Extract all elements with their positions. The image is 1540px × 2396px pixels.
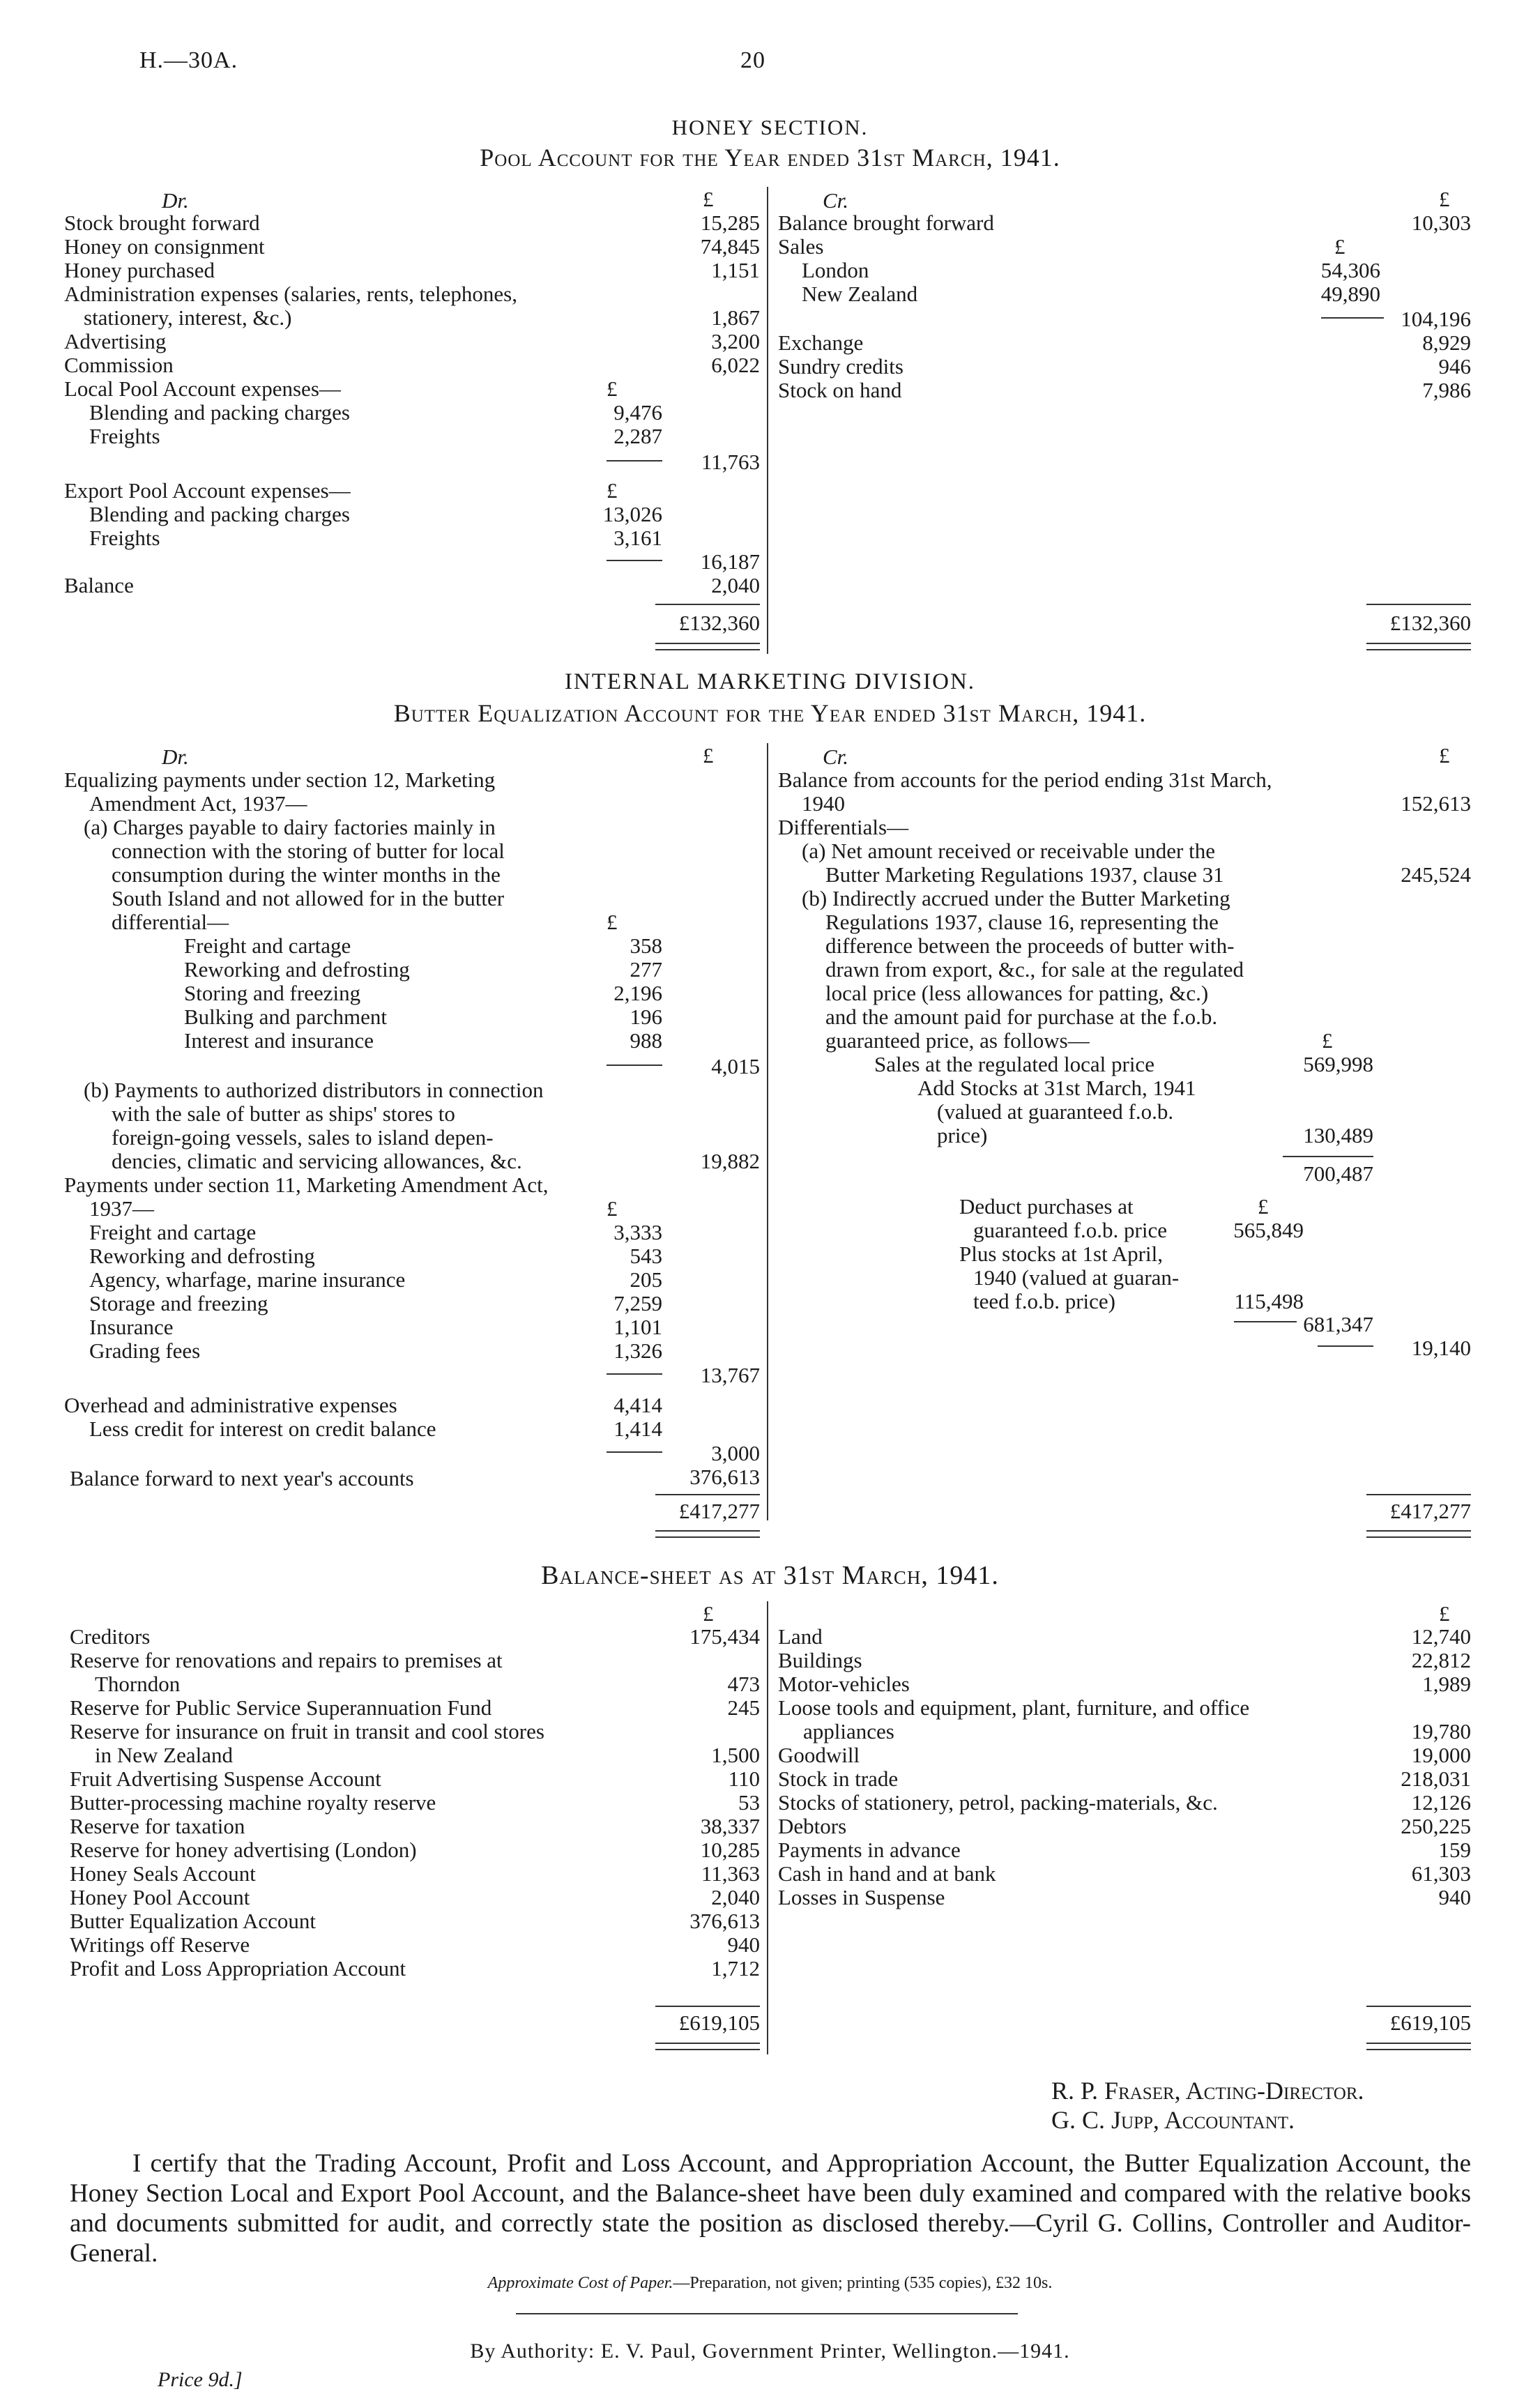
pound-symbol: £ — [607, 910, 618, 934]
asset-label: Cash in hand and at bank — [778, 1861, 996, 1886]
liability-label: Reserve for Public Service Superannuation Fund — [70, 1695, 492, 1720]
honey-dr-local-title: Local Pool Account expenses— — [64, 376, 341, 401]
butter-dr-a-total: 4,015 — [711, 1054, 760, 1078]
honey-cr-balance-forward: Balance brought forward — [778, 211, 994, 235]
butter-dr-interest-val: 988 — [630, 1028, 662, 1053]
butter-dr-a-line3: consumption during the winter months in the — [112, 862, 501, 887]
liability-label-cont: Thorndon — [95, 1672, 181, 1696]
butter-cr-sum-val: 700,487 — [1303, 1161, 1373, 1186]
butter-cr-b-line5: local price (less allowances for patting, &c.) — [825, 981, 1209, 1005]
butter-dr-b-line4: dencies, climatic and servicing allowances, &c. — [112, 1149, 522, 1173]
liability-value: 10,285 — [700, 1838, 760, 1862]
liability-label: Butter-processing machine royalty reserve — [70, 1790, 436, 1815]
pound-symbol: £ — [703, 187, 714, 211]
butter-cr-add-line1: Add Stocks at 31st March, 1941 — [917, 1076, 1196, 1100]
asset-value: 218,031 — [1401, 1767, 1471, 1791]
liability-label: Honey Seals Account — [70, 1861, 256, 1886]
butter-dr-a-line1: (a) Charges payable to dairy factories mainly in — [84, 815, 496, 839]
pound-symbol: £ — [1334, 234, 1345, 259]
butter-division-title: INTERNAL MARKETING DIVISION. — [564, 669, 976, 694]
honey-account-title: Pool Account for the Year ended 31st March, 1941. — [480, 144, 1060, 171]
honey-dr-local-freight-val: 2,287 — [613, 424, 662, 448]
butter-cr-bal-line2: 1940 — [802, 791, 845, 816]
butter-cr-b-val: 19,140 — [1411, 1336, 1471, 1360]
cost-label: Approximate Cost of Paper. — [487, 2274, 673, 2292]
liability-label: Profit and Loss Appropriation Account — [70, 1956, 406, 1981]
signature-director — [1051, 2076, 1364, 2105]
butter-dr-s-rework-val: 543 — [630, 1244, 662, 1268]
butter-cr-a-val: 245,524 — [1401, 862, 1471, 887]
liability-label: Reserve for honey advertising (London) — [70, 1838, 417, 1862]
pound-symbol: £ — [1439, 187, 1450, 211]
butter-dr-eq-line1: Equalizing payments under section 12, Marketing — [64, 768, 496, 792]
asset-value: 19,780 — [1411, 1719, 1471, 1743]
butter-cr-a-line1: (a) Net amount received or receivable under the — [802, 839, 1215, 863]
liability-label: Butter Equalization Account — [70, 1909, 316, 1933]
audit-certificate: I certify that the Trading Account, Profit and Loss Account, and Appropriation Account, the Butter Equalization Account, the Honey Section Local and Export Pool Account, and the Balance-sheet have been duly examined and compared with the relative books and documents submitted for audit, and correctly state the position as disclosed thereby.—Cyril G. Collins, Controller and Auditor-General. — [70, 2149, 1471, 2268]
rule — [655, 2006, 760, 2007]
butter-cr-b-line6: and the amount paid for purchase at the f.o.b. — [825, 1005, 1218, 1029]
honey-cr-label: Cr. — [823, 188, 849, 213]
butter-dr-s-total: 13,767 — [700, 1363, 760, 1387]
asset-value: 19,000 — [1411, 1743, 1471, 1767]
honey-dr-stock-forward-val: 15,285 — [700, 211, 760, 235]
butter-cr-add-line2: (valued at guaranteed f.o.b. — [937, 1099, 1174, 1124]
asset-label: Land — [778, 1624, 823, 1649]
butter-dr-freight: Freight and cartage — [184, 933, 351, 958]
honey-dr-label: Dr. — [162, 188, 189, 213]
honey-dr-commission: Commission — [64, 353, 174, 377]
honey-cr-balance-forward-val: 10,303 — [1411, 211, 1471, 235]
butter-dr-a-line5: differential— — [112, 910, 229, 934]
honey-dr-export-blend: Blending and packing charges — [89, 502, 350, 526]
liability-value: 1,712 — [711, 1956, 760, 1981]
rule — [1366, 604, 1471, 605]
honey-dr-purchased-val: 1,151 — [711, 258, 760, 282]
honey-cr-nz: New Zealand — [802, 282, 918, 306]
butter-dr-s-freight: Freight and cartage — [89, 1220, 257, 1244]
butter-cr-b-line4: drawn from export, &c., for sale at the regulated — [825, 957, 1244, 982]
liability-value: 53 — [738, 1790, 760, 1815]
butter-dr-s-grading: Grading fees — [89, 1338, 201, 1363]
honey-section-title: HONEY SECTION. — [671, 115, 869, 139]
signature-accountant-text: G. C. Jupp, Accountant. — [1051, 2106, 1295, 2134]
butter-dr-s-storage-val: 7,259 — [613, 1291, 662, 1315]
pound-symbol: £ — [1322, 1028, 1333, 1053]
butter-dr-interest: Interest and insurance — [184, 1028, 374, 1053]
liability-value: 38,337 — [700, 1814, 760, 1838]
butter-cr-b-line7: guaranteed price, as follows— — [825, 1028, 1090, 1053]
liability-value: 110 — [728, 1767, 760, 1791]
balance-sheet-title: Balance-sheet as at 31st March, 1941. — [541, 1561, 999, 1590]
rule — [655, 604, 760, 605]
butter-cr-b-line2: Regulations 1937, clause 16, representing the — [825, 910, 1219, 934]
butter-cr-b-line3: difference between the proceeds of butter with- — [825, 933, 1235, 958]
liability-value: 1,500 — [711, 1743, 760, 1767]
rule — [655, 1494, 760, 1495]
asset-label: Debtors — [778, 1814, 847, 1838]
butter-dr-overhead-total: 3,000 — [711, 1441, 760, 1465]
asset-value: 12,740 — [1411, 1624, 1471, 1649]
liability-label: Reserve for taxation — [70, 1814, 245, 1838]
liability-label: Creditors — [70, 1624, 151, 1649]
butter-dr-s-insurance-val: 1,101 — [613, 1315, 662, 1339]
butter-cr-ded-line5: teed f.o.b. price) — [973, 1289, 1115, 1313]
column-divider — [767, 1601, 768, 2054]
honey-dr-balance-val: 2,040 — [711, 573, 760, 597]
double-rule — [1366, 1530, 1471, 1538]
butter-cr-label: Cr. — [823, 745, 849, 769]
asset-label-cont: appliances — [803, 1719, 894, 1743]
butter-dr-s-rework: Reworking and defrosting — [89, 1244, 315, 1268]
signature-director-text: R. P. Fraser, Acting-Director. — [1051, 2077, 1364, 2105]
honey-cr-exchange: Exchange — [778, 330, 864, 355]
butter-dr-a-line2: connection with the storing of butter for local — [112, 839, 505, 863]
cost-of-paper — [0, 2274, 1540, 2293]
asset-label: Stocks of stationery, petrol, packing-materials, &c. — [778, 1790, 1218, 1815]
liability-label: Writings off Reserve — [70, 1932, 250, 1957]
honey-dr-export-freight: Freights — [89, 526, 160, 550]
page-number: 20 — [740, 47, 765, 73]
asset-value: 1,989 — [1422, 1672, 1471, 1696]
honey-dr-advertising: Advertising — [64, 329, 167, 353]
pound-symbol: £ — [607, 1196, 618, 1221]
butter-dr-s-storage: Storage and freezing — [89, 1291, 268, 1315]
butter-cr-bal-line1: Balance from accounts for the period ending 31st March, — [778, 768, 1272, 792]
butter-cr-add-line3: price) — [937, 1123, 988, 1147]
butter-dr-less-credit-val: 1,414 — [613, 1417, 662, 1441]
liability-value: 2,040 — [711, 1885, 760, 1909]
asset-label: Stock in trade — [778, 1767, 899, 1791]
butter-cr-ded-line4: 1940 (valued at guaran- — [973, 1265, 1180, 1290]
column-divider — [767, 187, 768, 654]
liability-value: 473 — [727, 1672, 760, 1696]
asset-value: 159 — [1438, 1838, 1471, 1862]
honey-cr-exchange-val: 8,929 — [1422, 330, 1471, 355]
honey-dr-local-freight: Freights — [89, 424, 160, 448]
butter-cr-add-val: 130,489 — [1303, 1123, 1373, 1147]
honey-dr-local-blend: Blending and packing charges — [89, 400, 350, 425]
butter-dr-s-agency-val: 205 — [630, 1267, 662, 1292]
honey-dr-export-total: 16,187 — [700, 549, 760, 574]
honey-cr-total: £132,360 — [1389, 611, 1471, 635]
butter-cr-a-line2: Butter Marketing Regulations 1937, clause 31 — [825, 862, 1224, 887]
butter-dr-rework-val: 277 — [630, 957, 662, 982]
butter-dr-storing-val: 2,196 — [613, 981, 662, 1005]
cost-text: —Preparation, not given; printing (535 copies), £32 10s. — [673, 2274, 1053, 2292]
printer-authority: By Authority: E. V. Paul, Government Printer, Wellington.—1941. — [470, 2340, 1070, 2363]
liability-value: 11,363 — [701, 1861, 760, 1886]
honey-dr-export-freight-val: 3,161 — [613, 526, 662, 550]
honey-dr-stock-forward: Stock brought forward — [64, 211, 260, 235]
rule — [1366, 2006, 1471, 2007]
butter-dr-s11-line2: 1937— — [89, 1196, 154, 1221]
butter-cr-differentials: Differentials— — [778, 815, 909, 839]
honey-cr-stock-val: 7,986 — [1422, 378, 1471, 402]
honey-cr-sales: Sales — [778, 234, 824, 259]
rule — [1366, 1494, 1471, 1495]
price: Price 9d.] — [158, 2368, 243, 2391]
butter-dr-total: £417,277 — [678, 1499, 760, 1523]
asset-label: Loose tools and equipment, plant, furniture, and office — [778, 1695, 1250, 1720]
rule — [516, 2313, 1018, 2314]
honey-dr-export-blend-val: 13,026 — [602, 502, 662, 526]
honey-dr-admin-cont: stationery, interest, &c.) — [84, 305, 292, 330]
pound-symbol: £ — [1258, 1194, 1269, 1219]
honey-dr-total: £132,360 — [678, 611, 760, 635]
butter-cr-total: £417,277 — [1389, 1499, 1471, 1523]
butter-dr-balance-forward-val: 376,613 — [689, 1465, 760, 1489]
liability-label: Fruit Advertising Suspense Account — [70, 1767, 381, 1791]
liabilities-total: £619,105 — [678, 2010, 760, 2035]
honey-dr-commission-val: 6,022 — [711, 353, 760, 377]
rule — [1318, 1345, 1373, 1347]
honey-cr-sundry: Sundry credits — [778, 354, 904, 379]
liability-label-cont: in New Zealand — [95, 1743, 233, 1767]
liability-label: Reserve for renovations and repairs to premises at — [70, 1648, 503, 1672]
butter-dr-bulking-val: 196 — [630, 1005, 662, 1029]
pound-symbol: £ — [607, 376, 618, 401]
honey-cr-nz-val: 49,890 — [1320, 282, 1380, 306]
butter-dr-b-line1: (b) Payments to authorized distributors in connection — [84, 1078, 544, 1102]
butter-cr-bal-val: 152,613 — [1401, 791, 1471, 816]
asset-value: 250,225 — [1401, 1814, 1471, 1838]
butter-dr-overhead: Overhead and administrative expenses — [64, 1393, 397, 1417]
pound-symbol: £ — [607, 478, 618, 503]
document-reference: H.—30A. — [139, 47, 238, 73]
double-rule — [1366, 2043, 1471, 2050]
honey-cr-stock: Stock on hand — [778, 378, 902, 402]
butter-dr-rework: Reworking and defrosting — [184, 957, 410, 982]
butter-dr-balance-forward: Balance forward to next year's accounts — [70, 1466, 414, 1490]
honey-dr-admin: Administration expenses (salaries, rents, telephones, — [64, 282, 517, 306]
liability-value: 940 — [727, 1932, 760, 1957]
pound-symbol: £ — [703, 743, 714, 768]
asset-label: Losses in Suspense — [778, 1885, 945, 1909]
column-divider — [767, 743, 768, 1520]
honey-cr-london: London — [802, 258, 869, 282]
rule — [1283, 1156, 1373, 1157]
butter-cr-sales-local-val: 569,998 — [1303, 1052, 1373, 1076]
honey-dr-admin-val: 1,867 — [711, 305, 760, 330]
butter-dr-label: Dr. — [162, 745, 189, 769]
asset-value: 22,812 — [1411, 1648, 1471, 1672]
butter-dr-s-agency: Agency, wharfage, marine insurance — [89, 1267, 406, 1292]
butter-dr-bulking: Bulking and parchment — [184, 1005, 387, 1029]
butter-cr-ded5-val: 115,498 — [1234, 1289, 1304, 1313]
double-rule — [1366, 643, 1471, 650]
honey-dr-consignment-val: 74,845 — [700, 234, 760, 259]
liability-label: Honey Pool Account — [70, 1885, 250, 1909]
honey-cr-sundry-val: 946 — [1438, 354, 1471, 379]
double-rule — [655, 2043, 760, 2050]
double-rule — [655, 1530, 760, 1538]
butter-dr-eq-line2: Amendment Act, 1937— — [89, 791, 307, 816]
butter-cr-ded-line1: Deduct purchases at — [959, 1194, 1134, 1219]
asset-value: 12,126 — [1411, 1790, 1471, 1815]
butter-dr-s-freight-val: 3,333 — [613, 1220, 662, 1244]
butter-dr-overhead-val: 4,414 — [613, 1393, 662, 1417]
butter-account-title: Butter Equalization Account for the Year ended 31st March, 1941. — [393, 699, 1147, 727]
butter-cr-ded2-val: 565,849 — [1233, 1218, 1304, 1242]
honey-dr-local-blend-val: 9,476 — [613, 400, 662, 425]
butter-cr-ded-line2: guaranteed f.o.b. price — [973, 1218, 1168, 1242]
butter-dr-s-insurance: Insurance — [89, 1315, 174, 1339]
asset-value: 61,303 — [1411, 1861, 1471, 1886]
honey-dr-purchased: Honey purchased — [64, 258, 215, 282]
liability-label: Reserve for insurance on fruit in transit and cool stores — [70, 1719, 544, 1743]
butter-dr-s11-line1: Payments under section 11, Marketing Amendment Act, — [64, 1173, 549, 1197]
butter-dr-s-grading-val: 1,326 — [613, 1338, 662, 1363]
pound-symbol: £ — [703, 1601, 714, 1626]
butter-dr-freight-val: 358 — [630, 933, 662, 958]
asset-label: Payments in advance — [778, 1838, 961, 1862]
butter-dr-storing: Storing and freezing — [184, 981, 361, 1005]
honey-cr-london-val: 54,306 — [1320, 258, 1380, 282]
pound-symbol: £ — [1439, 1601, 1450, 1626]
liability-value: 245 — [727, 1695, 760, 1720]
butter-dr-less-credit: Less credit for interest on credit balance — [89, 1417, 436, 1441]
honey-dr-balance: Balance — [64, 573, 134, 597]
butter-dr-a-line4: South Island and not allowed for in the butter — [112, 886, 505, 910]
asset-label: Goodwill — [778, 1743, 860, 1767]
pound-symbol: £ — [1439, 743, 1450, 768]
assets-total: £619,105 — [1389, 2010, 1471, 2035]
butter-dr-b-total: 19,882 — [700, 1149, 760, 1173]
liability-value: 376,613 — [689, 1909, 760, 1933]
honey-dr-local-total: 11,763 — [701, 450, 760, 474]
asset-value: 940 — [1438, 1885, 1471, 1909]
signature-accountant — [1051, 2105, 1295, 2135]
honey-cr-sales-total: 104,196 — [1401, 307, 1471, 331]
butter-dr-b-line3: foreign-going vessels, sales to island depen- — [112, 1125, 494, 1150]
honey-dr-advertising-val: 3,200 — [711, 329, 760, 353]
butter-cr-ded-total: 681,347 — [1303, 1312, 1373, 1336]
butter-cr-ded-line3: Plus stocks at 1st April, — [959, 1242, 1163, 1266]
honey-dr-consignment: Honey on consignment — [64, 234, 265, 259]
double-rule — [655, 643, 760, 650]
butter-dr-b-line2: with the sale of butter as ships' stores to — [112, 1101, 455, 1126]
asset-label: Motor-vehicles — [778, 1672, 910, 1696]
asset-label: Buildings — [778, 1648, 862, 1672]
honey-dr-export-title: Export Pool Account expenses— — [64, 478, 351, 503]
butter-cr-b-line1: (b) Indirectly accrued under the Butter Marketing — [802, 886, 1230, 910]
butter-cr-sales-local: Sales at the regulated local price — [874, 1052, 1154, 1076]
liability-value: 175,434 — [689, 1624, 760, 1649]
